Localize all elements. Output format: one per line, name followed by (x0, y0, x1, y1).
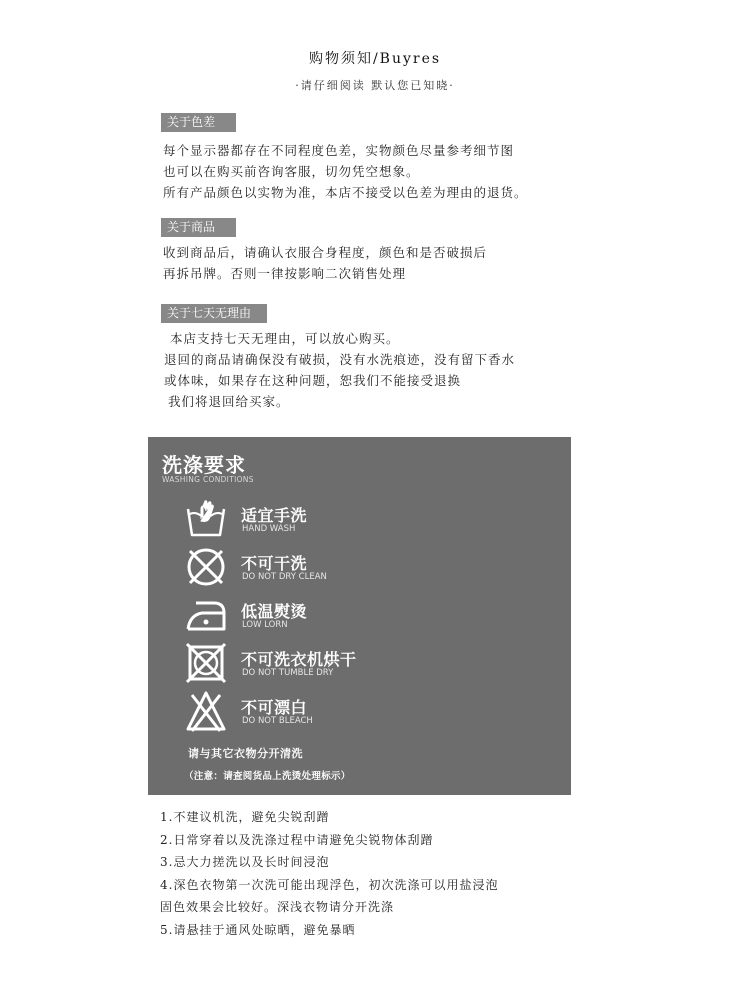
section-body-product (163, 242, 487, 284)
care-label-cn: 不可漂白 (241, 698, 308, 717)
list-item: 4.深色衣物第一次洗可能出现浮色，初次洗涤可以用盐浸泡 (160, 877, 499, 892)
page-title: 购物须知/Buyres (308, 51, 442, 67)
washing-title: 洗涤要求 (162, 453, 246, 477)
section-body-color-difference (163, 140, 528, 203)
text-line: 再拆吊牌。否则一律按影响二次销售处理 (163, 266, 407, 281)
text-line: 我们将退回给买家。 (168, 394, 290, 409)
hand-wash-icon (184, 497, 228, 541)
no-tumble-dry-icon (184, 641, 228, 685)
washing-note: 请与其它衣物分开清洗 (188, 747, 303, 760)
care-item-no-dry-clean (184, 545, 544, 589)
care-label-en: DO NOT DRY CLEAN (242, 572, 327, 582)
text-line: 本店支持七天无理由，可以放心购买。 (170, 331, 400, 346)
text-line: 收到商品后，请确认衣服合身程度，颜色和是否破损后 (163, 245, 488, 260)
washing-conditions-panel (148, 437, 571, 795)
section-header-color-difference: 关于色差 (161, 113, 236, 132)
section-body-seven-day-return (164, 328, 516, 412)
text-line: 所有产品颜色以实物为准，本店不接受以色差为理由的退货。 (163, 185, 528, 200)
care-label-en: DO NOT TUMBLE DRY (242, 668, 334, 678)
care-label-cn: 不可洗衣机烘干 (241, 650, 357, 669)
section-header-product: 关于商品 (161, 218, 236, 237)
care-item-no-tumble-dry (184, 641, 544, 685)
care-item-low-iron (184, 593, 544, 637)
no-dry-clean-icon (184, 545, 228, 589)
list-item: 1.不建议机洗，避免尖锐刮蹭 (160, 810, 330, 824)
text-line: 退回的商品请确保没有破损，没有水洗痕迹，没有留下香水 (164, 352, 516, 367)
list-item: 3.忌大力搓洗以及长时间浸泡 (160, 855, 330, 869)
list-item: 固色效果会比较好。深浅衣物请分开洗涤 (160, 900, 395, 914)
care-label-cn: 适宜手洗 (241, 506, 308, 525)
care-label-en: HAND WASH (242, 524, 296, 534)
care-label-cn: 不可干洗 (241, 554, 308, 573)
text-line: 也可以在购买前咨询客服，切勿凭空想象。 (163, 164, 420, 179)
section-header-seven-day-return: 关于七天无理由 (161, 304, 267, 323)
washing-subtitle: WASHING CONDITIONS (162, 475, 254, 484)
care-label-cn: 低温熨烫 (241, 602, 308, 621)
text-line: 每个显示器都存在不同程度色差，实物颜色尽量参考细节图 (163, 143, 515, 158)
care-label-en: DO NOT BLEACH (242, 716, 313, 726)
list-item: 5.请悬挂于通风处晾晒，避免暴晒 (160, 922, 356, 937)
page-subtitle: ·请仔细阅读 默认您已知晓· (295, 79, 455, 92)
care-item-no-bleach (184, 689, 544, 733)
care-label-en: LOW LORN (242, 620, 288, 630)
list-item: 2.日常穿着以及洗涤过程中请避免尖锐物体刮蹭 (160, 832, 434, 847)
text-line: 或体味，如果存在这种问题，恕我们不能接受退换 (164, 373, 462, 388)
no-bleach-icon (184, 689, 228, 733)
care-tips-list (160, 806, 498, 941)
care-item-hand-wash (184, 497, 544, 541)
washing-note-detail: （注意：请查阅货品上洗烫处理标示） (184, 771, 351, 782)
low-iron-icon (184, 593, 228, 637)
